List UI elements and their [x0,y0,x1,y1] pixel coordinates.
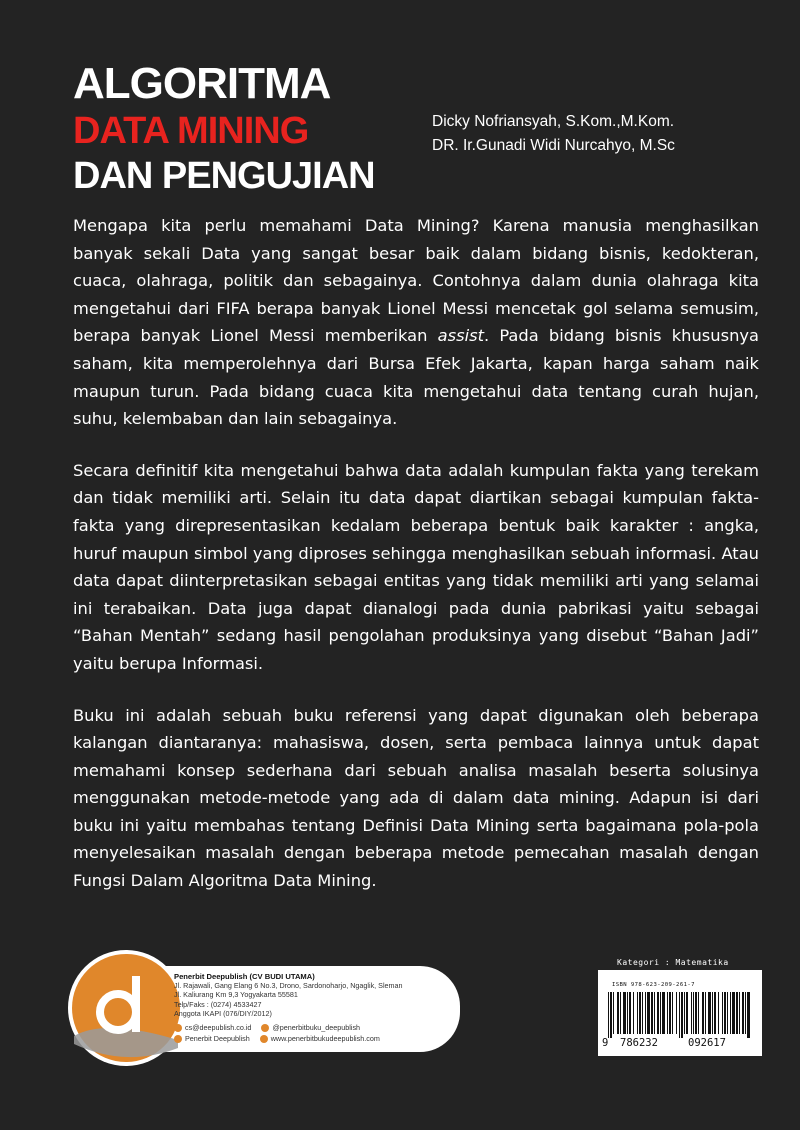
barcode-bar [691,992,692,1034]
synopsis-paragraph-2: Secara definitif kita mengetahui bahwa data adalah kumpulan fakta yang terekam dan tidak memiliki arti. Selain itu data dapat diartikan sebagai kumpulan fakta-fakta yang direpresentasikan kedalam beberapa bentuk baik karakter : angka, huruf maupun simbol yang diproses sehingga menghasilkan sebuah informasi. Atau data dapat diinterpretasikan sebagai entitas yang tidak memiliki arti yang selamai ini terabaikan. Data juga dapat dianalogi pada dunia pabrikasi yaitu sebagai “Bahan Mentah” sedang hasil pengolahan produksinya yang disebut “Bahan Jadi” yaitu berupa Informasi. [73,460,759,673]
barcode-bar [745,992,746,1034]
title-line-3: DAN PENGUJIAN [73,155,375,197]
email-contact [174,1022,251,1033]
barcode-bar [693,992,694,1034]
barcode-bar [620,992,621,1034]
barcode-bar [623,992,626,1034]
isbn-text: ISBN 978-623-209-261-7 [612,982,695,988]
barcode-bar [662,992,665,1034]
barcode-bar [747,992,750,1038]
publisher-name: Penerbit Deepublish (CV BUDI UTAMA) [174,972,315,981]
barcode-bar [702,992,704,1034]
publisher-ikapi: Anggota IKAPI (076/DIY/2012) [174,1008,272,1018]
synopsis-paragraph-1 [73,212,759,433]
publisher-contacts [174,1022,380,1044]
barcode-bar [617,992,619,1034]
publisher-address-2: Jl. Kaliurang Km 9,3 Yogyakarta 55581 [174,990,298,1000]
barcode-bar [712,992,713,1034]
barcode-bar [627,992,628,1034]
barcode-bar [718,992,719,1034]
barcode-bar [608,992,609,1038]
author-1: Dicky Nofriansyah, S.Kom.,M.Kom. [432,113,675,130]
barcode-bar [681,992,683,1038]
barcode-bar [742,992,744,1034]
facebook-text: Penerbit Deepublish [185,1034,250,1043]
barcode-bar [695,992,697,1034]
facebook-icon [174,1035,182,1043]
book-title [73,59,375,197]
category-label: Kategori : Matematika [617,958,729,967]
barcode-bars [608,992,752,1038]
barcode-bar [610,992,612,1038]
website-contact [260,1033,380,1044]
isbn-barcode [598,970,762,1056]
barcode-bar [732,992,735,1034]
barcode-bar [686,992,688,1034]
barcode-bar [613,992,614,1034]
isbn-digits-left: 786232 [620,1037,658,1049]
instagram-icon [261,1024,269,1032]
barcode-bar [736,992,738,1034]
synopsis-paragraph-3: Buku ini adalah sebuah buku referensi yang dapat digunakan oleh beberapa kalangan diantaranya: mahasiswa, dosen, serta pembaca lainnya untuk dapat memahami konsep sederhana dari sebuah analisa masalah beserta solusinya menggunakan metode-metode yang ada di dalam data mining. Adapun isi dari buku ini yaitu membahas tentang Definisi Data Mining serta bagaimana pola-pola menyelesaikan masalah dengan beberapa metode pemecahan masalah dengan Fungsi Dalam Algoritma Data Mining. [73,705,759,891]
barcode-bar [739,992,740,1034]
barcode-bar [705,992,706,1034]
paragraph-1-part-a: Mengapa kita perlu memahami Data Mining? Karena manusia menghasilkan banyak sekali Data yang sangat besar baik dalam bidang bisnis, kedokteran, cuaca, olahraga, politik dan sebagainya. Contohnya dalam dunia olahraga kita mengetahui dari FIFA berapa banyak Lionel Messi mencetak gol selama semusim, berapa banyak Lionel Messi memberikan [73,216,759,346]
barcode-bar [698,992,699,1034]
barcode-bar [724,992,726,1034]
barcode-bar [647,992,650,1034]
author-2: DR. Ir.Gunadi Widi Nurcahyo, M.Sc [432,137,675,154]
barcode-bar [654,992,655,1034]
barcode-bar [642,992,643,1034]
barcode-bar [722,992,723,1034]
instagram-text: @penerbitbuku_deepublish [272,1023,361,1032]
barcode-bar [684,992,685,1034]
barcode-bar [667,992,668,1034]
website-text: www.penerbitbukudeepublish.com [270,1034,380,1043]
barcode-bar [714,992,716,1034]
barcode-bar [669,992,671,1034]
barcode-bar [639,992,641,1034]
barcode-bar [633,992,634,1034]
barcode-bar [645,992,646,1034]
publisher-address-1: Jl. Rajawali, Gang Elang 6 No.3, Drono, Sardonoharjo, Ngaglik, Sleman [174,981,403,991]
barcode-bar [629,992,631,1034]
email-icon [174,1024,182,1032]
barcode-bar [657,992,659,1034]
barcode-bar [651,992,653,1034]
barcode-bar [660,992,661,1034]
synopsis [73,212,759,919]
publisher-phone: Telp/Faks : (0274) 4533427 [174,999,262,1009]
isbn-digits-right: 092617 [688,1037,726,1049]
barcode-bar [708,992,711,1034]
paragraph-1-emphasis: assist [437,326,484,346]
title-line-1: ALGORITMA [73,59,331,108]
publisher-info [174,972,456,1018]
facebook-contact [174,1033,250,1044]
instagram-contact [261,1022,360,1033]
globe-icon [260,1035,268,1043]
deepublish-logo-icon [66,948,186,1068]
email-text: cs@deepublish.co.id [185,1023,252,1032]
barcode-bar [727,992,728,1034]
barcode-bar [730,992,731,1034]
author-list [432,110,675,158]
barcode-bar [637,992,638,1034]
title-line-2: DATA MINING [73,110,309,152]
paragraph-1-part-b: . Pada bidang bisnis khususnya saham, kita memperolehnya dari Bursa Efek Jakarta, kapan harga saham naik maupun turun. Pada bidang cuaca kita mengetahui data tentang curah hujan, suhu, kelembaban dan lain sebagainya. [73,326,760,429]
barcode-bar [676,992,677,1034]
barcode-bar [672,992,673,1034]
barcode-bar [679,992,680,1038]
isbn-digit-first: 9 [602,1037,609,1049]
